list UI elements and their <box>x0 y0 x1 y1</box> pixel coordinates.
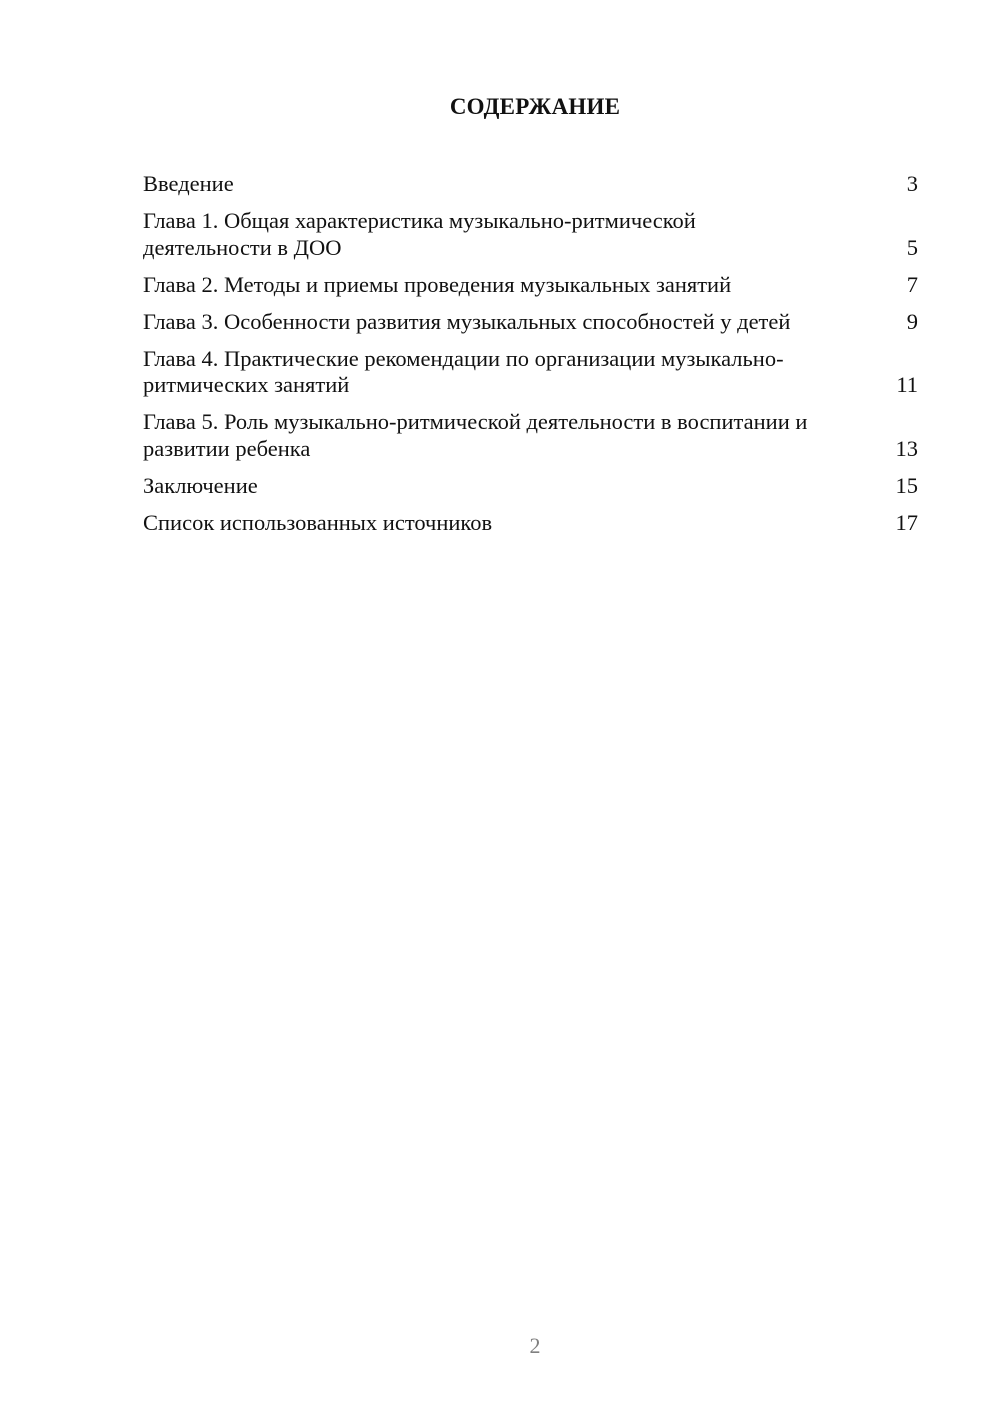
toc-entry-references <box>143 510 918 537</box>
toc-entry-text: Глава 2. Методы и приемы проведения музыкальных занятий <box>143 271 732 297</box>
page-number: 2 <box>529 1333 541 1358</box>
toc-entry-page: 5 <box>906 234 918 260</box>
toc-entry-text: Список использованных источников <box>143 509 493 535</box>
toc-entry-conclusion <box>143 473 918 500</box>
toc-entry-chapter-3 <box>143 309 918 336</box>
toc-entry-chapter-5 <box>143 409 918 462</box>
toc-entry-page: 15 <box>895 472 918 498</box>
toc-title: СОДЕРЖАНИЕ <box>449 94 621 119</box>
toc-entry-text: Глава 1. Общая характеристика музыкально-ритмической деятельности в ДОО <box>143 208 696 260</box>
toc-entry-text: Глава 5. Роль музыкально-ритмической деятельности в воспитании и развитии ребенка <box>143 409 808 461</box>
toc-entry-page: 3 <box>906 171 918 196</box>
toc-entry-page: 13 <box>895 435 918 461</box>
toc-entry-chapter-2 <box>143 272 918 299</box>
toc-entry-page: 9 <box>906 308 918 334</box>
toc-entry-chapter-1 <box>143 208 918 261</box>
toc-entry-page: 17 <box>895 509 918 535</box>
toc-entry-text: Глава 4. Практические рекомендации по организации музыкально-ритмических занятий <box>143 345 784 397</box>
toc-list <box>143 171 918 547</box>
toc-entry-chapter-4 <box>143 346 918 399</box>
toc-entry-text: Глава 3. Особенности развития музыкальных способностей у детей <box>143 308 791 334</box>
toc-entry-page: 7 <box>906 271 918 297</box>
toc-entry-page: 11 <box>896 372 918 397</box>
toc-entry-text: Заключение <box>143 472 258 498</box>
toc-entry-introduction <box>143 171 918 198</box>
toc-entry-text: Введение <box>143 171 234 196</box>
